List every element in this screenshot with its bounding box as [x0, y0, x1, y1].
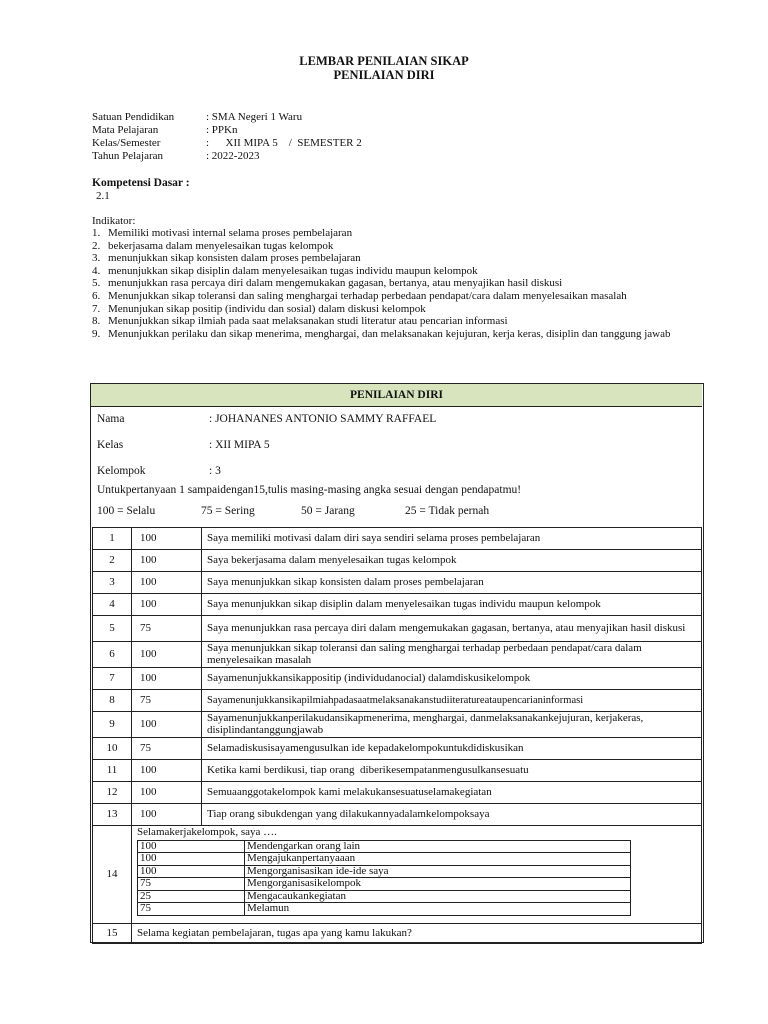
table-row: [93, 738, 702, 760]
table-row: [93, 924, 702, 944]
row-score: 100: [132, 528, 202, 550]
row-statement: Semuaanggotakelompok kami melakukansesuatuselamakegiatan: [202, 782, 702, 804]
indikator-item: 9. Menunjukkan perilaku dan sikap menerima, menghargai, dan melaksanakan kejujuran, kerja keras, disiplin dan tanggung jawab: [92, 327, 671, 340]
row-score: 100: [132, 572, 202, 594]
row-score: 100: [132, 712, 202, 738]
field-label: Kelas: [97, 439, 124, 451]
row-score: 100: [132, 550, 202, 572]
subtable-row: [138, 853, 631, 866]
row-statement: Selamadiskusisayamengusulkan ide kepadakelompokuntukdidiskusikan: [202, 738, 702, 760]
info-label: Kelas/Semester: [92, 137, 161, 149]
row-statement: Tiap orang sibukdengan yang dilakukannyadalamkelompoksaya: [202, 804, 702, 826]
indikator-item: 1. Memiliki motivasi internal selama proses pembelajaran: [92, 227, 353, 239]
penilaian-table: [92, 527, 702, 944]
row-number: 12: [93, 782, 132, 804]
indikator-item: 2. bekerjasama dalam menyelesaikan tugas kelompok: [92, 239, 334, 252]
row-score: 100: [132, 782, 202, 804]
row14-subtable: [137, 840, 631, 916]
row-number: 3: [93, 572, 132, 594]
subtable-score: 75: [138, 903, 245, 916]
row-number: 6: [93, 642, 132, 668]
subtable-text: Melamun: [245, 903, 631, 916]
table-row: [93, 804, 702, 826]
indikator-item: 8. Menunjukkan sikap ilmiah pada saat melaksanakan studi literatur atau pencarian informasi: [92, 315, 508, 328]
row-score: 75: [132, 690, 202, 712]
row-score: 100: [132, 642, 202, 668]
row-number: 13: [93, 804, 132, 826]
table-row: [93, 616, 702, 642]
table-row: [93, 642, 702, 668]
info-kelas-semester: [92, 137, 362, 149]
row-number: 9: [93, 712, 132, 738]
row-number: 14: [93, 826, 132, 924]
field-kelas: [97, 439, 270, 451]
row-score: 100: [132, 804, 202, 826]
row-statement: Saya menunjukkan sikap disiplin dalam menyelesaikan tugas individu maupun kelompok: [202, 594, 702, 616]
table-row: [93, 528, 702, 550]
document-title: LEMBAR PENILAIAN SIKAP: [299, 54, 469, 68]
row-number: 1: [93, 528, 132, 550]
indikator-heading: Indikator:: [92, 215, 136, 227]
field-nama: [97, 413, 436, 425]
row-statement: Sayamenunjukkansikapilmiahpadasaatmelaksanakanstudiiteratureataupencarianinformasi: [202, 690, 702, 712]
info-value: : XII MIPA 5 / SEMESTER 2: [206, 137, 362, 149]
row-score: 100: [132, 668, 202, 690]
row-number: 4: [93, 594, 132, 616]
row-statement: Sayamenunjukkansikappositip (individudanocial) dalamdiskusikelompok: [202, 668, 702, 690]
row-number: 8: [93, 690, 132, 712]
subtable-text: Mengorganisasikan ide-ide saya: [245, 865, 631, 878]
scale-selalu: 100 = Selalu: [97, 505, 156, 517]
info-label: Tahun Pelajaran: [92, 150, 164, 162]
indikator-item: 4. menunjukkan sikap disiplin dalam menyelesaikan tugas individu maupun kelompok: [92, 264, 478, 277]
row-statement: Saya menunjukkan sikap konsisten dalam proses pembelajaran: [202, 572, 702, 594]
row-statement: Saya bekerjasama dalam menyelesaikan tugas kelompok: [202, 550, 702, 572]
scale-jarang: 50 = Jarang: [301, 505, 355, 517]
instruction-text: Untukpertanyaan 1 sampaidengan15,tulis masing-masing angka sesuai dengan pendapatmu!: [97, 484, 522, 496]
row-statement: Saya menunjukkan rasa percaya diri dalam mengemukakan gagasan, bertanya, atau menyajikan hasil diskusi: [202, 616, 702, 642]
info-mata-pelajaran: [92, 124, 238, 136]
subtable-score: 100: [138, 840, 245, 853]
subtable-text: Mengajukanpertanyaaan: [245, 853, 631, 866]
subtable-text: Mengorganisasikelompok: [245, 878, 631, 891]
table-row: [93, 782, 702, 804]
document-subtitle: PENILAIAN DIRI: [333, 68, 435, 82]
table-row: [93, 668, 702, 690]
table-row: [93, 712, 702, 738]
subtable-row: [138, 903, 631, 916]
info-label: Mata Pelajaran: [92, 124, 159, 136]
info-satuan-pendidikan: [92, 111, 302, 123]
penilaian-diri-heading: PENILAIAN DIRI: [91, 384, 702, 407]
info-value: : SMA Negeri 1 Waru: [206, 111, 303, 123]
subtable-row: [138, 840, 631, 853]
row-statement: Selama kegiatan pembelajaran, tugas apa yang kamu lakukan?: [132, 924, 702, 944]
table-row: [93, 594, 702, 616]
row-statement: Saya menunjukkan sikap toleransi dan saling menghargai terhadap perbedaan pendapat/cara dalam menyelesaikan masalah: [202, 642, 702, 668]
subtable-row: [138, 890, 631, 903]
info-label: Satuan Pendidikan: [92, 111, 175, 123]
field-value: : XII MIPA 5: [209, 439, 270, 451]
field-value: : 3: [209, 465, 221, 477]
row-number: 2: [93, 550, 132, 572]
table-row: [93, 760, 702, 782]
field-kelompok: [97, 465, 221, 477]
penilaian-diri-box: [90, 383, 704, 943]
row-number: 5: [93, 616, 132, 642]
row-score: 100: [132, 760, 202, 782]
row14-intro: Selamakerjakelompok, saya ….: [137, 826, 277, 838]
row-number: 10: [93, 738, 132, 760]
row-score: 100: [132, 594, 202, 616]
indikator-item: 7. Menunjukan sikap positip (individu dan sosial) dalam diskusi kelompok: [92, 302, 426, 315]
row-number: 15: [93, 924, 132, 944]
row-number: 7: [93, 668, 132, 690]
row-statement: Sayamenunjukkanperilakudansikapmenerima, menghargai, danmelaksanakankejujuran, kerjakeras, disiplindantanggungjawab: [202, 712, 702, 738]
kompetensi-dasar-value: 2.1: [96, 190, 110, 202]
info-value: : PPKn: [206, 124, 238, 136]
row-statement: Ketika kami berdikusi, tiap orang diberikesempatanmengusulkansesuatu: [202, 760, 702, 782]
field-label: Nama: [97, 413, 125, 425]
table-row: [93, 550, 702, 572]
row-score: 75: [132, 616, 202, 642]
info-tahun-pelajaran: [92, 150, 259, 162]
subtable-text: Mendengarkan orang lain: [245, 840, 631, 853]
field-value: : JOHANANES ANTONIO SAMMY RAFFAEL: [209, 413, 437, 425]
indikator-item: 5. menunjukkan rasa percaya diri dalam mengemukakan gagasan, bertanya, atau menyajikan hasil diskusi: [92, 277, 563, 290]
row-statement: [132, 826, 702, 924]
table-row: [93, 572, 702, 594]
table-row: [93, 826, 702, 924]
subtable-score: 100: [138, 865, 245, 878]
indikator-list: [92, 227, 680, 340]
row-statement: Saya memiliki motivasi dalam diri saya sendiri selama proses pembelajaran: [202, 528, 702, 550]
info-value: : 2022-2023: [206, 150, 260, 162]
indikator-item: 3. menunjukkan sikap konsisten dalam proses pembelajaran: [92, 252, 361, 265]
kompetensi-dasar-heading: Kompetensi Dasar :: [92, 177, 190, 189]
subtable-score: 25: [138, 890, 245, 903]
subtable-score: 75: [138, 878, 245, 891]
subtable-score: 100: [138, 853, 245, 866]
row-number: 11: [93, 760, 132, 782]
scale-sering: 75 = Sering: [201, 505, 255, 517]
subtable-text: Mengacaukankegiatan: [245, 890, 631, 903]
field-label: Kelompok: [97, 465, 146, 477]
subtable-row: [138, 878, 631, 891]
subtable-row: [138, 865, 631, 878]
row-score: 75: [132, 738, 202, 760]
table-row: [93, 690, 702, 712]
scale-tidak-pernah: 25 = Tidak pernah: [405, 505, 490, 517]
indikator-item: 6. Menunjukkan sikap toleransi dan saling menghargai terhadap perbedaan pendapat/cara dalam menyelesaikan masalah: [92, 289, 627, 302]
